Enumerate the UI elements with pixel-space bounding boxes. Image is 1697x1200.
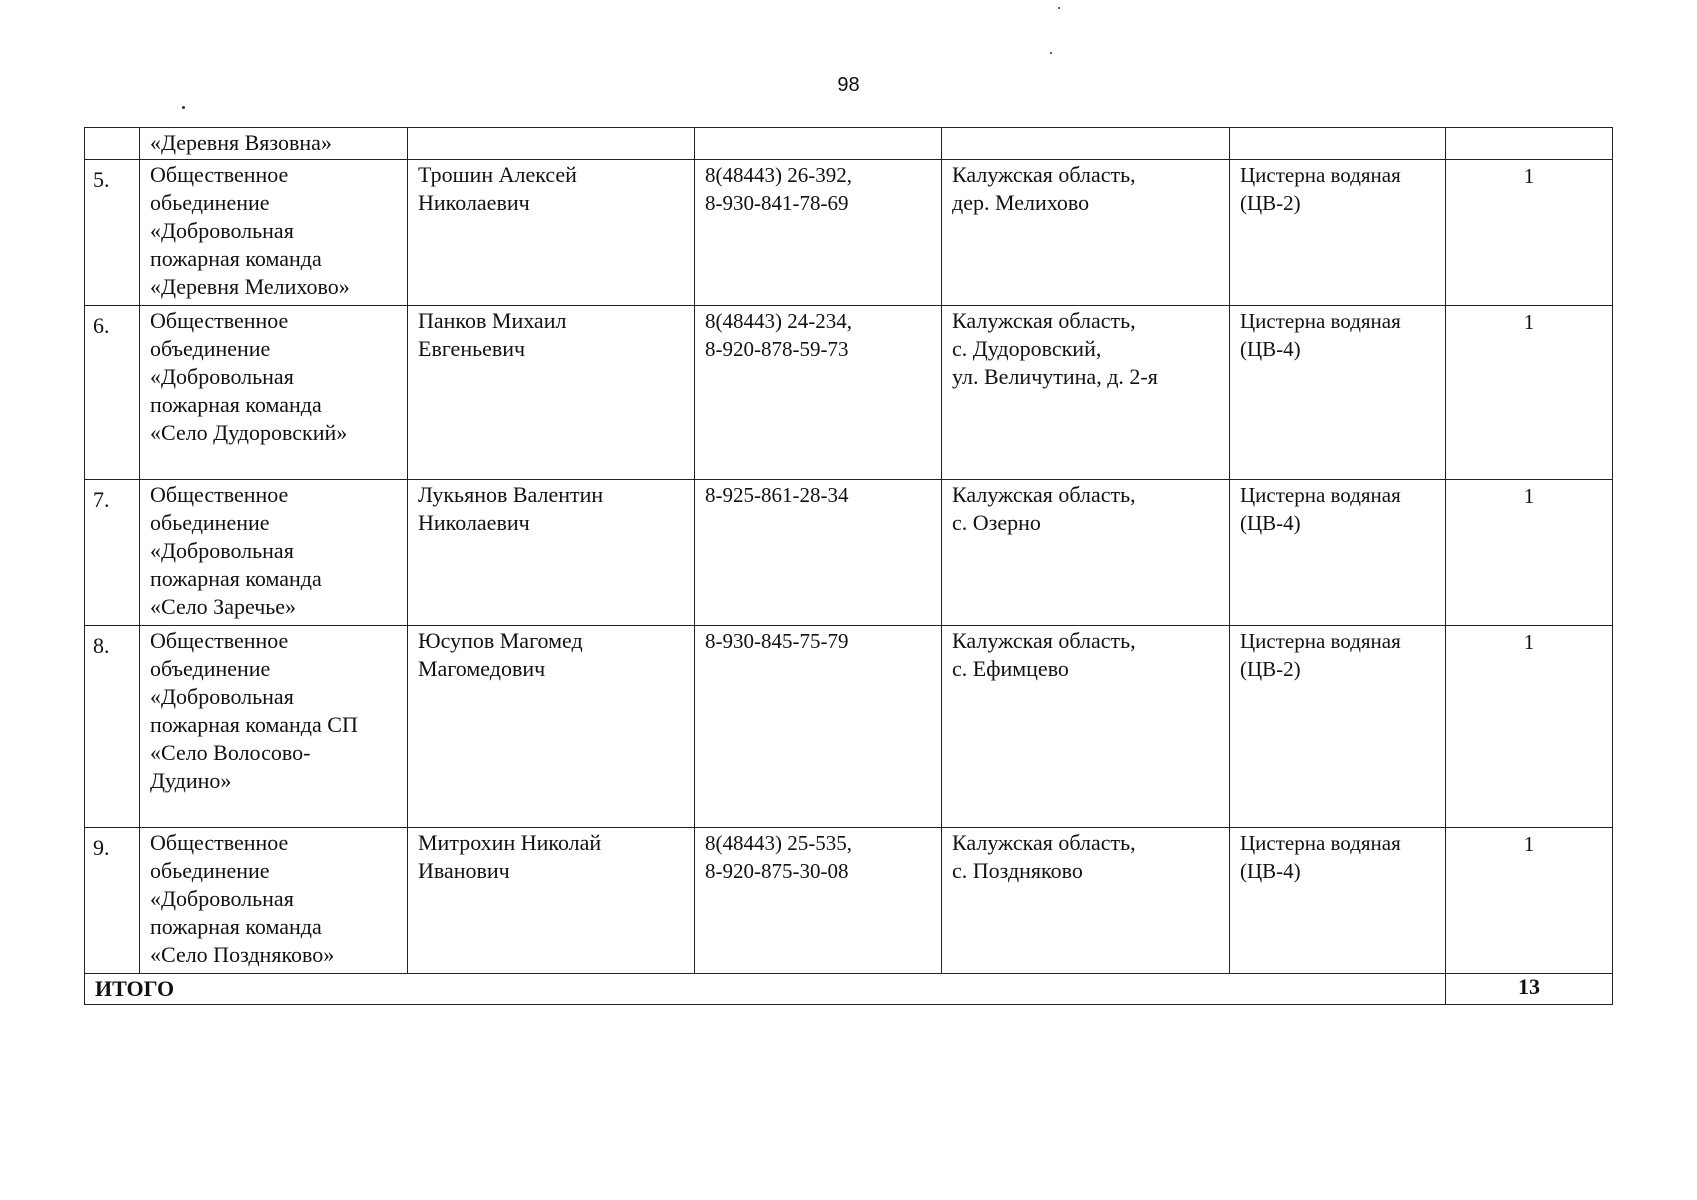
- person-line: Юсупов Магомед: [418, 628, 583, 653]
- org-line: обьединение: [150, 510, 270, 535]
- org-line: Общественное: [150, 628, 289, 653]
- phone-line: 8-925-861-28-34: [705, 483, 849, 507]
- org-line: Общественное: [150, 482, 289, 507]
- cell-num: [85, 128, 140, 160]
- page-number: 98: [837, 74, 860, 96]
- org-line: Общественное: [150, 162, 289, 187]
- org-line: объединение: [150, 336, 271, 361]
- cell-person: [408, 828, 695, 974]
- cell-address: [942, 128, 1230, 160]
- vehicle-line: (ЦВ-2): [1240, 657, 1301, 681]
- fire-team-table: [84, 127, 1613, 1005]
- vehicle-line: Цистерна водяная: [1240, 309, 1401, 333]
- org-line: пожарная команда: [150, 246, 322, 271]
- address-line: с. Ефимцево: [952, 656, 1069, 681]
- cell-num: 7.: [85, 480, 140, 626]
- table-row: [85, 626, 1613, 828]
- cell-qty: 1: [1446, 306, 1613, 480]
- scan-speck: [1050, 52, 1052, 54]
- cell-address: [942, 626, 1230, 828]
- phone-line: 8-930-845-75-79: [705, 629, 849, 653]
- vehicle-line: Цистерна водяная: [1240, 831, 1401, 855]
- scan-speck: [1058, 7, 1060, 9]
- address-line: с. Озерно: [952, 510, 1041, 535]
- person-line: Панков Михаил: [418, 308, 567, 333]
- phone-line: 8(48443) 25-535,: [705, 831, 852, 855]
- person-line: Евгеньевич: [418, 336, 526, 361]
- org-line: Общественное: [150, 308, 289, 333]
- cell-vehicle: [1230, 160, 1446, 306]
- address-line: ул. Величутина, д. 2-я: [952, 364, 1158, 389]
- cell-qty: 1: [1446, 828, 1613, 974]
- cell-num: 9.: [85, 828, 140, 974]
- total-label: ИТОГО: [85, 974, 1446, 1005]
- org-line: Дудино»: [150, 768, 232, 793]
- cell-phone: [695, 480, 942, 626]
- cell-num: 8.: [85, 626, 140, 828]
- phone-line: 8(48443) 24-234,: [705, 309, 852, 333]
- cell-vehicle: [1230, 626, 1446, 828]
- vehicle-line: (ЦВ-4): [1240, 511, 1301, 535]
- org-line: пожарная команда: [150, 566, 322, 591]
- vehicle-line: Цистерна водяная: [1240, 483, 1401, 507]
- org-line: пожарная команда: [150, 914, 322, 939]
- org-line: «Добровольная: [150, 218, 294, 243]
- cell-person: [408, 306, 695, 480]
- org-line: пожарная команда: [150, 392, 322, 417]
- cell-phone: [695, 128, 942, 160]
- cell-qty: [1446, 128, 1613, 160]
- org-line: «Деревня Вязовна»: [150, 130, 332, 155]
- vehicle-line: (ЦВ-4): [1240, 859, 1301, 883]
- cell-org: [140, 828, 408, 974]
- vehicle-line: Цистерна водяная: [1240, 163, 1401, 187]
- address-line: Калужская область,: [952, 162, 1136, 187]
- cell-num: 5.: [85, 160, 140, 306]
- vehicle-line: (ЦВ-4): [1240, 337, 1301, 361]
- cell-qty: 1: [1446, 160, 1613, 306]
- cell-qty: 1: [1446, 626, 1613, 828]
- org-line: «Село Поздняково»: [150, 942, 335, 967]
- table-row: [85, 828, 1613, 974]
- phone-line: 8(48443) 26-392,: [705, 163, 852, 187]
- address-line: Калужская область,: [952, 830, 1136, 855]
- org-line: «Село Заречье»: [150, 594, 297, 619]
- table-row-continuation: [85, 128, 1613, 160]
- cell-org: [140, 626, 408, 828]
- cell-person: [408, 626, 695, 828]
- cell-address: [942, 828, 1230, 974]
- address-line: дер. Мелихово: [952, 190, 1090, 215]
- address-line: Калужская область,: [952, 308, 1136, 333]
- table-row-total: [85, 974, 1613, 1005]
- cell-phone: [695, 306, 942, 480]
- cell-org: [140, 306, 408, 480]
- cell-phone: [695, 160, 942, 306]
- org-line: «Село Волосово-: [150, 740, 311, 765]
- phone-line: 8-920-875-30-08: [705, 859, 849, 883]
- scan-speck: [182, 106, 185, 109]
- org-line: «Деревня Мелихово»: [150, 274, 350, 299]
- vehicle-line: Цистерна водяная: [1240, 629, 1401, 653]
- address-line: с. Дудоровский,: [952, 336, 1102, 361]
- org-line: пожарная команда СП: [150, 712, 358, 737]
- cell-num: 6.: [85, 306, 140, 480]
- org-line: «Добровольная: [150, 538, 294, 563]
- cell-person: [408, 128, 695, 160]
- cell-address: [942, 480, 1230, 626]
- cell-vehicle: [1230, 306, 1446, 480]
- table-row: [85, 306, 1613, 480]
- person-line: Магомедович: [418, 656, 546, 681]
- org-line: «Село Дудоровский»: [150, 420, 348, 445]
- cell-phone: [695, 828, 942, 974]
- phone-line: 8-920-878-59-73: [705, 337, 849, 361]
- person-line: Николаевич: [418, 510, 530, 535]
- org-line: Общественное: [150, 830, 289, 855]
- org-line: объединение: [150, 656, 271, 681]
- total-value: 13: [1446, 974, 1613, 1005]
- person-line: Иванович: [418, 858, 510, 883]
- cell-qty: 1: [1446, 480, 1613, 626]
- vehicle-line: (ЦВ-2): [1240, 191, 1301, 215]
- phone-line: 8-930-841-78-69: [705, 191, 849, 215]
- cell-address: [942, 160, 1230, 306]
- cell-vehicle: [1230, 128, 1446, 160]
- org-line: «Добровольная: [150, 886, 294, 911]
- person-line: Митрохин Николай: [418, 830, 602, 855]
- cell-person: [408, 160, 695, 306]
- org-line: обьединение: [150, 190, 270, 215]
- cell-vehicle: [1230, 828, 1446, 974]
- person-line: Трошин Алексей: [418, 162, 577, 187]
- org-line: «Добровольная: [150, 364, 294, 389]
- person-line: Николаевич: [418, 190, 530, 215]
- org-line: обьединение: [150, 858, 270, 883]
- table-row: [85, 160, 1613, 306]
- person-line: Лукьянов Валентин: [418, 482, 604, 507]
- cell-phone: [695, 626, 942, 828]
- address-line: Калужская область,: [952, 628, 1136, 653]
- address-line: Калужская область,: [952, 482, 1136, 507]
- cell-org: [140, 128, 408, 160]
- table-row: [85, 480, 1613, 626]
- address-line: с. Поздняково: [952, 858, 1083, 883]
- cell-org: [140, 160, 408, 306]
- org-line: «Добровольная: [150, 684, 294, 709]
- cell-org: [140, 480, 408, 626]
- cell-vehicle: [1230, 480, 1446, 626]
- cell-person: [408, 480, 695, 626]
- cell-address: [942, 306, 1230, 480]
